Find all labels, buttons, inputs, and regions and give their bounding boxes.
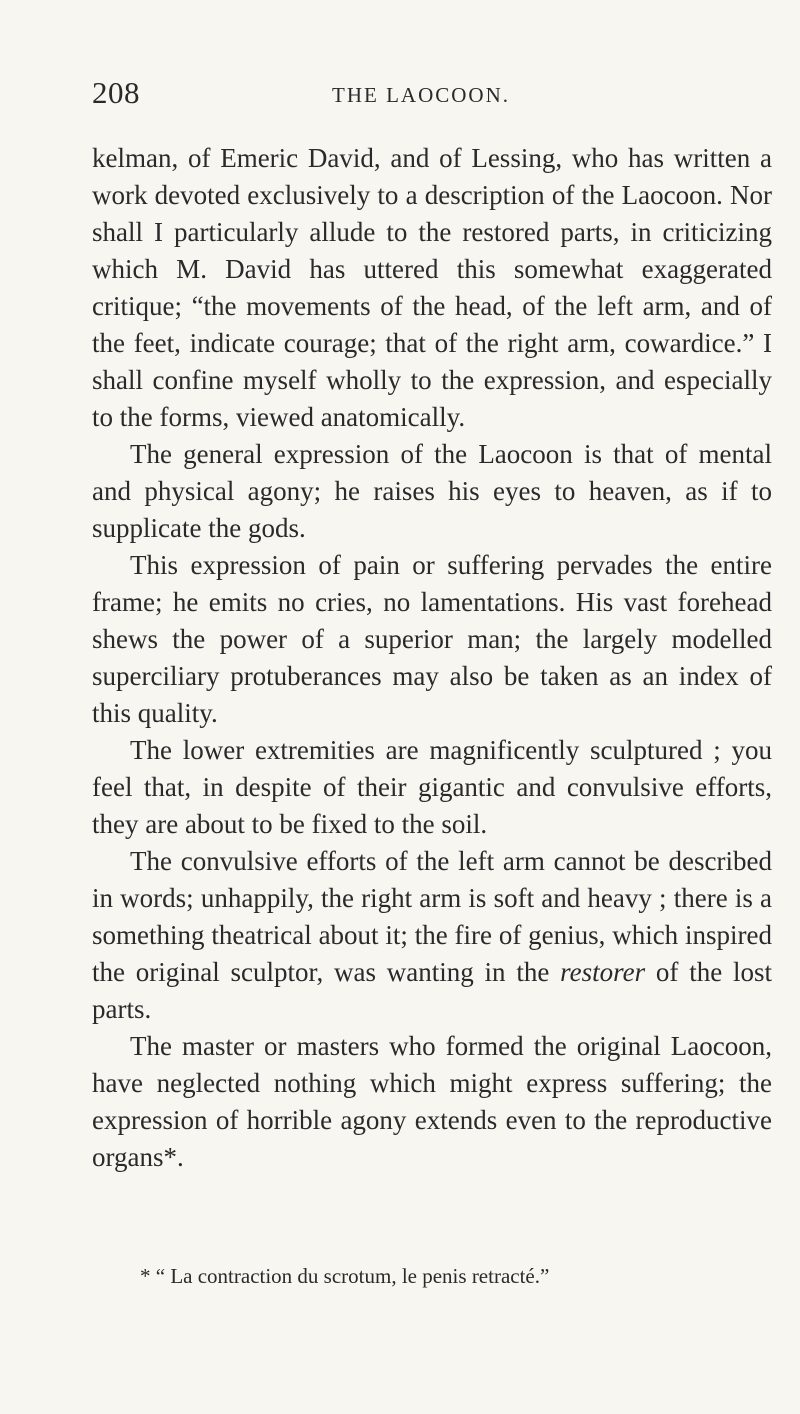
paragraph-5-before: The convulsive efforts of the left arm cannot be described in words; unhappily, the right arm is soft and heavy ; there is a something theatrical about it; the fire of genius, which inspired the original sculptor, was wanting in the <box>92 846 772 987</box>
paragraph-3: This expression of pain or suffering pervades the entire frame; he emits no cries, no lamentations. His vast forehead shews the power of a superior man; the largely modelled superciliary protuberances may also be taken as an index of this quality. <box>92 550 772 728</box>
page-header <box>92 75 772 115</box>
footnote: * “ La contraction du scrotum, le penis retracté.” <box>140 1264 550 1288</box>
paragraph-6: The master or masters who formed the original Laocoon, have neglected nothing which might express suffering; the expression of horrible agony extends even to the reproductive organs*. <box>92 1031 772 1172</box>
paragraph-5-after: of the lost parts. <box>92 957 772 1024</box>
paragraph-4: The lower extremities are magnificently sculptured ; you feel that, in despite of their gigantic and convulsive efforts, they are about to be fixed to the soil. <box>92 735 772 839</box>
paragraph-1: kelman, of Emeric David, and of Lessing, who has written a work devoted exclusively to a description of the Laocoon. Nor shall I particularly allude to the restored parts, in criticizing which M. David has uttered this somewhat exaggerated critique; “the movements of the head, of the left arm, and of the feet, indicate courage; that of the right arm, cowardice.” I shall confine myself wholly to the expression, and especially to the forms, viewed anatomically. <box>92 143 772 432</box>
paragraph-2: The general expression of the Laocoon is that of mental and physical agony; he raises his eyes to heaven, as if to supplicate the gods. <box>92 439 772 543</box>
body-text <box>92 140 772 1176</box>
running-title: THE LAOCOON. <box>332 83 510 107</box>
paragraph-5-italic: restorer <box>560 957 646 987</box>
paragraph-5 <box>92 843 772 1028</box>
page-number: 208 <box>92 75 140 110</box>
